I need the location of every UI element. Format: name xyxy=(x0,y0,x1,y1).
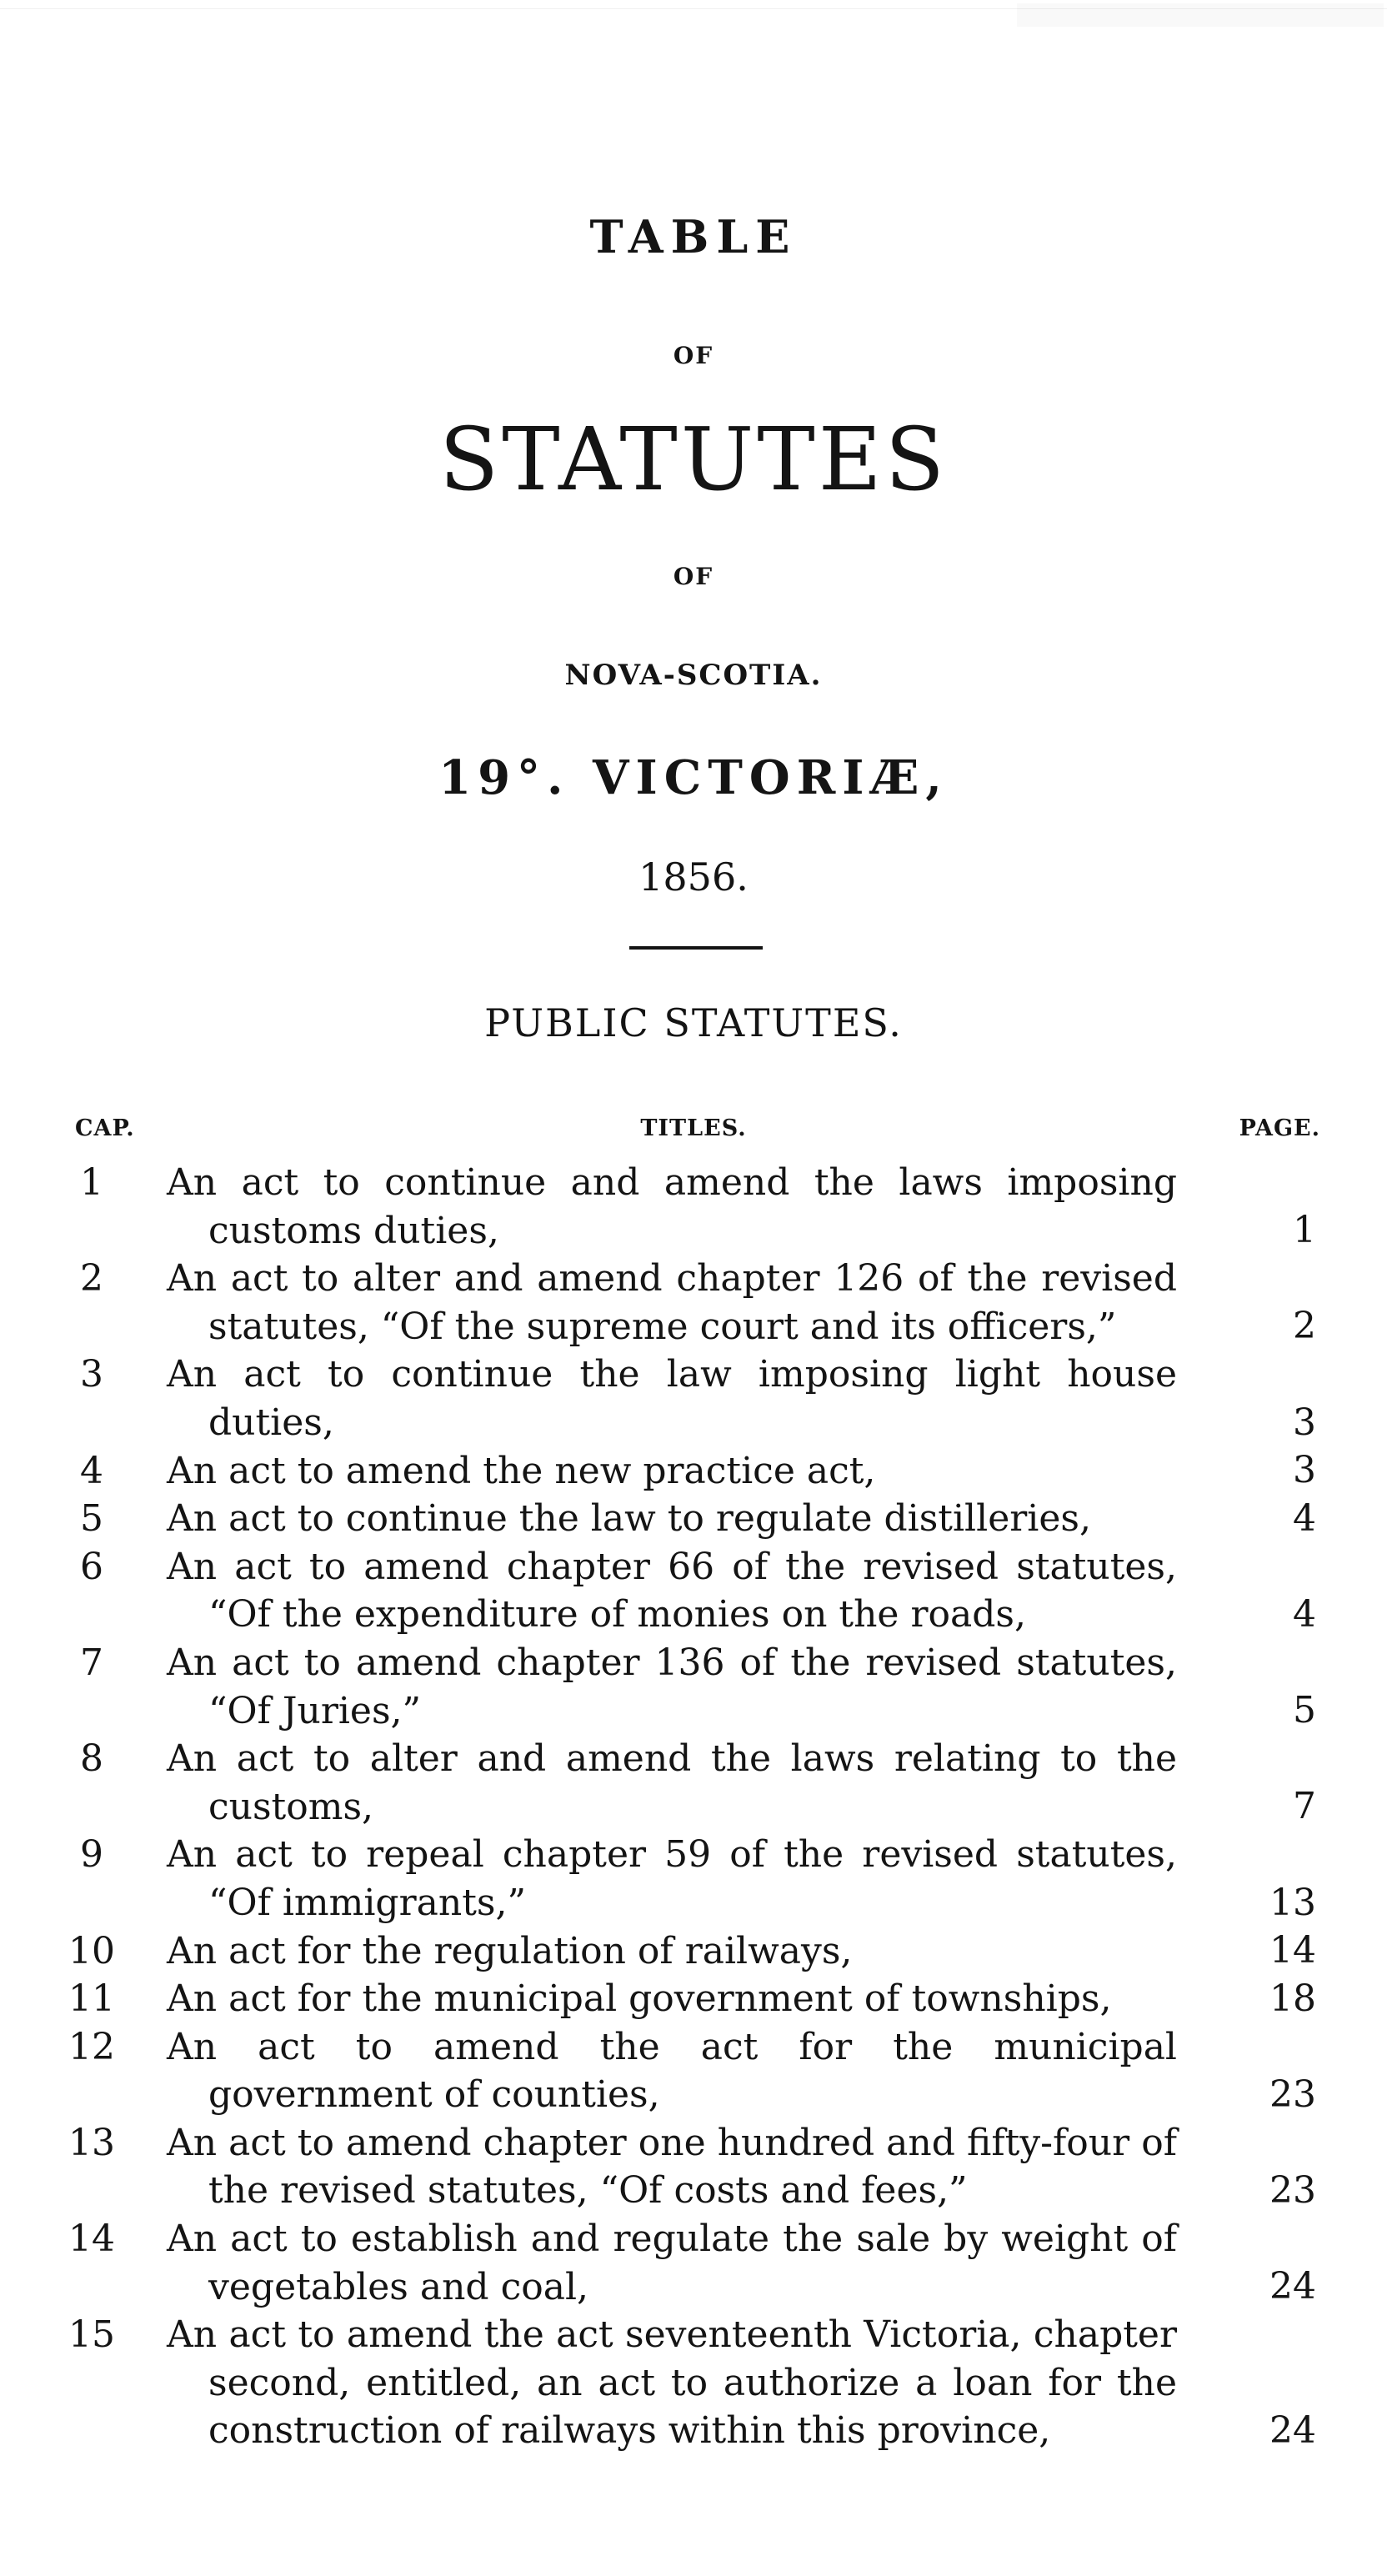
column-header-cap: CAP. xyxy=(75,1115,135,1141)
title-statutes: STATUTES xyxy=(439,408,948,510)
page-number: 24 xyxy=(1269,2265,1316,2308)
page-number: 4 xyxy=(1293,1592,1316,1636)
page-number: 23 xyxy=(1269,2072,1316,2116)
page-number: 3 xyxy=(1293,1449,1316,1492)
statute-entry xyxy=(0,2023,1387,2119)
statute-title: An act to amend chapter 66 of the revised statutes, “Of the expenditure of monies on the roads, xyxy=(167,1545,1177,1636)
cap-number: 2 xyxy=(80,1257,103,1301)
statute-title: An act to repeal chapter 59 of the revised statutes, “Of immigrants,” xyxy=(167,1833,1177,1924)
statute-entry xyxy=(0,2311,1387,2455)
top-edge-speckle xyxy=(0,0,1387,33)
statute-entry xyxy=(0,1447,1387,1496)
page-number: 24 xyxy=(1269,2409,1316,2453)
statute-title: An act to continue and amend the laws imposing customs duties, xyxy=(167,1161,1177,1252)
page-number: 13 xyxy=(1269,1881,1316,1924)
cap-number: 7 xyxy=(80,1641,103,1684)
cap-number: 4 xyxy=(80,1449,103,1492)
statute-title: An act to amend chapter 136 of the revised statutes, “Of Juries,” xyxy=(167,1641,1177,1732)
page-number: 1 xyxy=(1293,1209,1316,1252)
statute-title: An act to amend the new practice act, xyxy=(167,1449,876,1492)
cap-number: 3 xyxy=(80,1353,103,1396)
statute-title: An act to alter and amend chapter 126 of the revised statutes, “Of the supreme court and its officers,” xyxy=(167,1257,1177,1348)
statute-title: An act to amend the act for the municipal government of counties, xyxy=(167,2025,1177,2117)
cap-number: 12 xyxy=(68,2025,115,2068)
statute-title: An act to continue the law imposing light house duties, xyxy=(167,1353,1177,1444)
statute-title: An act to establish and regulate the sale by weight of vegetables and coal, xyxy=(167,2218,1177,2308)
page-number: 7 xyxy=(1293,1785,1316,1828)
title-province: NOVA-SCOTIA. xyxy=(564,659,823,692)
statute-entry xyxy=(0,1831,1387,1927)
statute-entry xyxy=(0,1495,1387,1543)
cap-number: 14 xyxy=(68,2218,115,2261)
statute-title: An act to amend chapter one hundred and fifty-four of the revised statutes, “Of costs and fees,” xyxy=(167,2121,1177,2213)
heading-divider-rule xyxy=(629,946,763,950)
cap-number: 6 xyxy=(80,1545,103,1588)
statutes-list xyxy=(0,1159,1387,2455)
cap-number: 11 xyxy=(68,1977,115,2021)
statute-title: An act for the municipal government of townships, xyxy=(167,1977,1112,2021)
cap-number: 9 xyxy=(80,1833,103,1877)
page-number: 4 xyxy=(1293,1496,1316,1540)
page-number: 23 xyxy=(1269,2169,1316,2213)
cap-number: 10 xyxy=(68,1929,115,1972)
statute-title: An act to alter and amend the laws relating to the customs, xyxy=(167,1737,1177,1828)
title-reign: 19°. VICTORIÆ, xyxy=(438,750,949,805)
column-header-page: PAGE. xyxy=(1239,1115,1320,1141)
cap-number: 5 xyxy=(80,1497,103,1541)
cap-number: 15 xyxy=(68,2313,115,2357)
title-table: TABLE xyxy=(589,210,798,263)
title-of-1: OF xyxy=(673,342,714,369)
cap-number: 8 xyxy=(80,1737,103,1781)
statute-entry xyxy=(0,1975,1387,2023)
statute-title: An act to amend the act seventeenth Victoria, chapter second, entitled, an act to authorize a loan for the construction of railways within this province, xyxy=(167,2313,1177,2453)
statute-entry xyxy=(0,1735,1387,1831)
page-number: 2 xyxy=(1293,1305,1316,1348)
statute-entry xyxy=(0,2119,1387,2215)
column-header-titles: TITLES. xyxy=(640,1115,747,1141)
statute-entry xyxy=(0,1255,1387,1351)
statute-entry xyxy=(0,1351,1387,1446)
section-heading: PUBLIC STATUTES. xyxy=(484,1000,903,1045)
statute-title: An act to continue the law to regulate distilleries, xyxy=(167,1497,1091,1541)
title-year: 1856. xyxy=(638,854,749,900)
statute-entry xyxy=(0,2215,1387,2311)
statute-entry xyxy=(0,1543,1387,1639)
page-number: 3 xyxy=(1293,1401,1316,1444)
statute-entry xyxy=(0,1927,1387,1976)
title-of-2: OF xyxy=(673,563,714,590)
cap-number: 13 xyxy=(68,2121,115,2164)
statute-entry xyxy=(0,1159,1387,1255)
page-number: 5 xyxy=(1293,1689,1316,1732)
page-number: 14 xyxy=(1269,1929,1316,1972)
statute-entry xyxy=(0,1639,1387,1735)
cap-number: 1 xyxy=(80,1161,103,1204)
statute-title: An act for the regulation of railways, xyxy=(167,1929,853,1972)
page-number: 18 xyxy=(1269,1977,1316,2020)
